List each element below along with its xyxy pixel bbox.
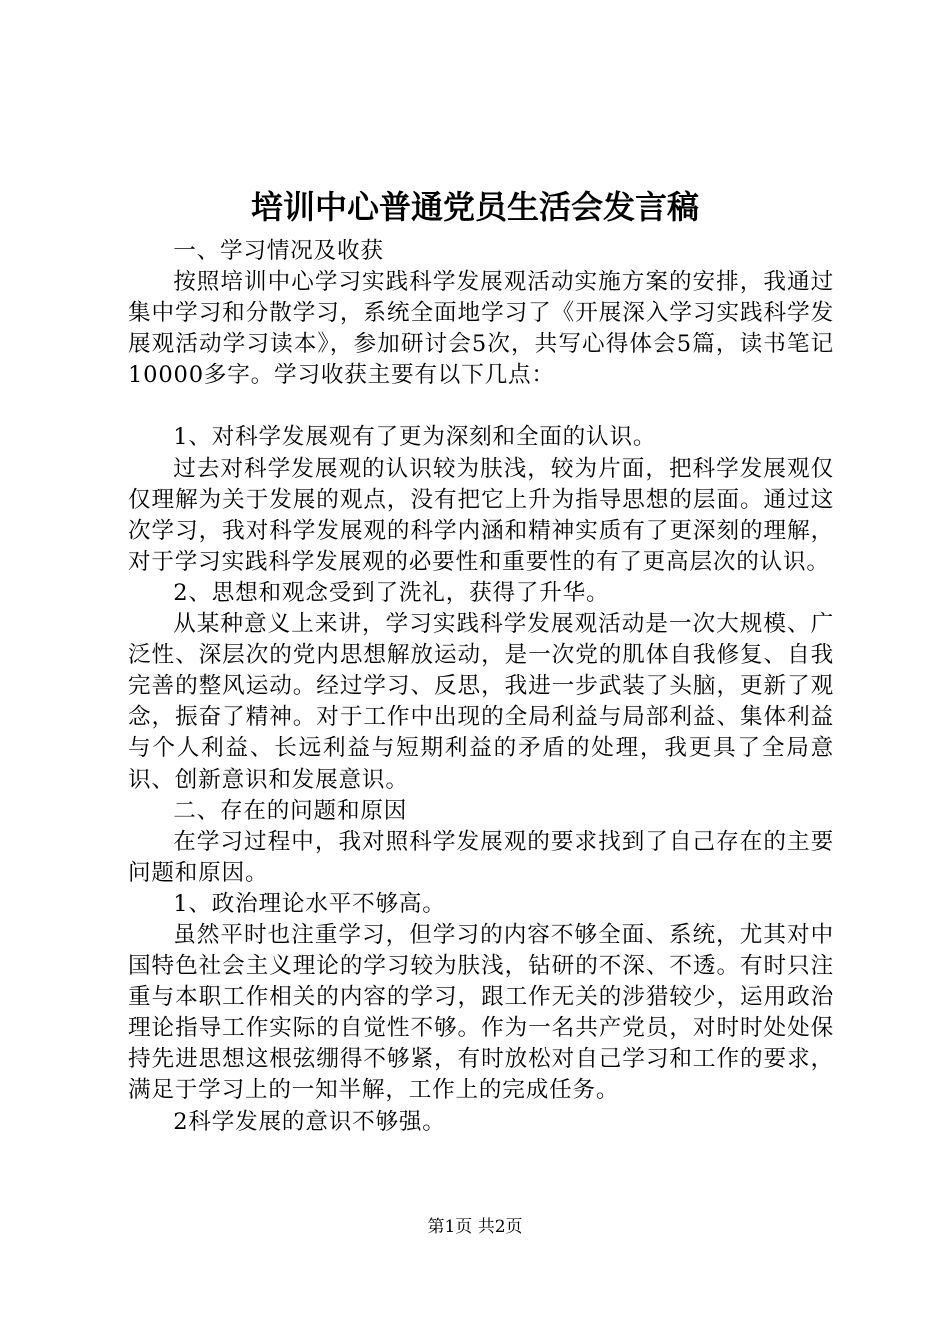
subsection-heading: 2、思想和观念受到了洗礼，获得了升华。 xyxy=(173,579,610,606)
page-footer: 第1页 共2页 xyxy=(427,1217,523,1237)
section-heading: 二、存在的问题和原因 xyxy=(173,797,408,824)
subsection-heading: 1、对科学发展观有了更为深刻和全面的认识。 xyxy=(173,424,657,451)
paragraph: 在学习过程中，我对照科学发展观的要求找到了自己存在的主要问题和原因。 xyxy=(128,828,834,886)
document-body xyxy=(128,236,834,1138)
document-title: 培训中心普通党员生活会发言稿 xyxy=(250,188,699,226)
subsection-heading: 1、政治理论水平不够高。 xyxy=(173,890,446,917)
subsection-heading: 2科学发展的意识不够强。 xyxy=(173,1108,446,1135)
paragraph: 按照培训中心学习实践科学发展观活动实施方案的安排，我通过集中学习和分散学习，系统全面地学习了《开展深入学习实践科学发展观活动学习读本》，参加研讨会5次，共写心得体会5篇，读书笔记10000多字。学习收获主要有以下几点： xyxy=(128,269,834,389)
paragraph: 过去对科学发展观的认识较为肤浅，较为片面，把科学发展观仅仅理解为关于发展的观点，没有把它上升为指导思想的层面。通过这次学习，我对科学发展观的科学内涵和精神实质有了更深刻的理解，对于学习实践科学发展观的必要性和重要性的有了更高层次的认识。 xyxy=(128,455,834,575)
paragraph: 虽然平时也注重学习，但学习的内容不够全面、系统，尤其对中国特色社会主义理论的学习较为肤浅，钻研的不深、不透。有时只注重与本职工作相关的内容的学习，跟工作无关的涉猎较少，运用政治理论指导工作实际的自觉性不够。作为一名共产党员，对时时处处保持先进思想这根弦绷得不够紧，有时放松对自己学习和工作的要求，满足于学习上的一知半解，工作上的完成任务。 xyxy=(128,921,834,1104)
section-heading: 一、学习情况及收获 xyxy=(173,238,384,264)
paragraph: 从某种意义上来讲，学习实践科学发展观活动是一次大规模、广泛性、深层次的党内思想解放运动，是一次党的肌体自我修复、自我完善的整风运动。经过学习、反思，我进一步武装了头脑，更新了观念，振奋了精神。对于工作中出现的全局利益与局部利益、集体利益与个人利益、长远利益与短期利益的矛盾的处理，我更具了全局意识、创新意识和发展意识。 xyxy=(128,611,834,793)
